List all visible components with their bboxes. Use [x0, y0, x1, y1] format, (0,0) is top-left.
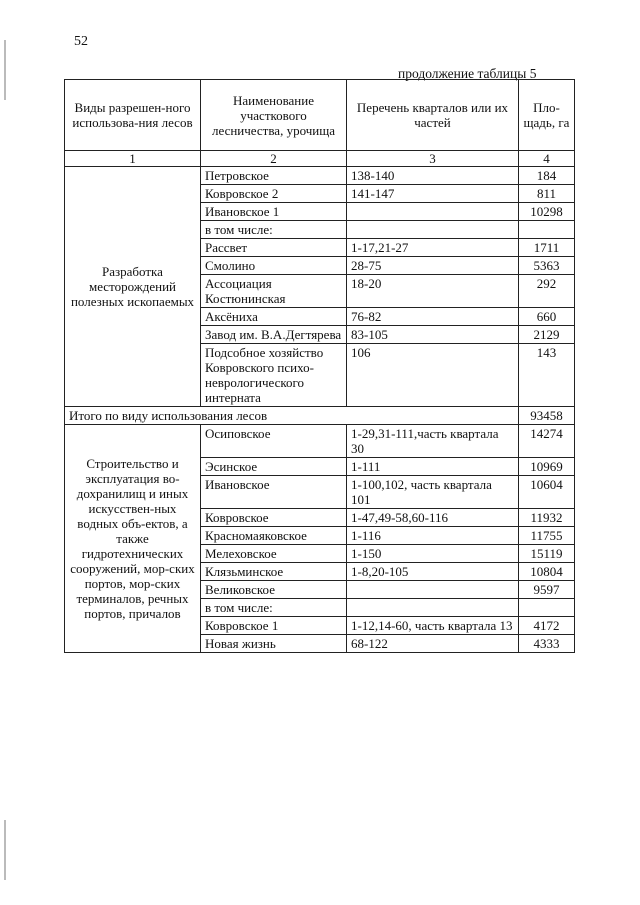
quarters-list: 83-105 [347, 326, 519, 344]
quarters-list [347, 203, 519, 221]
forestry-name: Ассоциация Костюнинская [201, 275, 347, 308]
quarters-list [347, 599, 519, 617]
forestry-name: Петровское [201, 167, 347, 185]
area-value: 1711 [519, 239, 575, 257]
forestry-name: Ковровское 1 [201, 617, 347, 635]
area-value: 9597 [519, 581, 575, 599]
quarters-list: 1-100,102, часть квартала 101 [347, 476, 519, 509]
forestry-name: Ивановское [201, 476, 347, 509]
header-row [65, 80, 575, 151]
forestry-name: Ковровское [201, 509, 347, 527]
forestry-name: в том числе: [201, 599, 347, 617]
total-label: Итого по виду использования лесов [65, 407, 519, 425]
quarters-list [347, 221, 519, 239]
forestry-name: Мелеховское [201, 545, 347, 563]
quarters-list: 1-17,21-27 [347, 239, 519, 257]
quarters-list: 138-140 [347, 167, 519, 185]
column-header: Виды разрешен-ного использова-ния лесов [65, 80, 201, 151]
column-number: 4 [519, 151, 575, 167]
column-header: Пло-щадь, га [519, 80, 575, 151]
area-value: 11932 [519, 509, 575, 527]
quarters-list: 76-82 [347, 308, 519, 326]
quarters-list: 141-147 [347, 185, 519, 203]
column-number: 1 [65, 151, 201, 167]
forestry-name: Ивановское 1 [201, 203, 347, 221]
quarters-list: 1-111 [347, 458, 519, 476]
area-value: 143 [519, 344, 575, 407]
forestry-name: Подсобное хозяйство Ковровского психо-неврологического интерната [201, 344, 347, 407]
forestry-name: Завод им. В.А.Дегтярева [201, 326, 347, 344]
quarters-list: 68-122 [347, 635, 519, 653]
forestry-name: в том числе: [201, 221, 347, 239]
quarters-list: 1-12,14-60, часть квартала 13 [347, 617, 519, 635]
area-value: 4172 [519, 617, 575, 635]
forestry-name: Рассвет [201, 239, 347, 257]
quarters-list: 1-116 [347, 527, 519, 545]
area-value [519, 221, 575, 239]
area-value: 14274 [519, 425, 575, 458]
quarters-list: 106 [347, 344, 519, 407]
forestry-name: Новая жизнь [201, 635, 347, 653]
area-value: 15119 [519, 545, 575, 563]
forestry-name: Аксёниха [201, 308, 347, 326]
quarters-list: 1-29,31-111,часть квартала 30 [347, 425, 519, 458]
quarters-list: 1-150 [347, 545, 519, 563]
area-value: 2129 [519, 326, 575, 344]
quarters-list: 1-8,20-105 [347, 563, 519, 581]
area-value: 10804 [519, 563, 575, 581]
forestry-name: Клязьминское [201, 563, 347, 581]
area-value: 10969 [519, 458, 575, 476]
forestry-name: Ковровское 2 [201, 185, 347, 203]
column-number-row [65, 151, 575, 167]
area-value: 660 [519, 308, 575, 326]
column-number: 3 [347, 151, 519, 167]
column-header: Наименование участкового лесничества, урочища [201, 80, 347, 151]
land-use-table [64, 79, 575, 653]
area-value: 184 [519, 167, 575, 185]
area-value: 292 [519, 275, 575, 308]
area-value: 10604 [519, 476, 575, 509]
table-row [65, 167, 575, 185]
area-value: 5363 [519, 257, 575, 275]
table-caption: продолжение таблицы 5 [398, 66, 537, 81]
quarters-list: 18-20 [347, 275, 519, 308]
area-value: 4333 [519, 635, 575, 653]
category-cell: Разработка месторождений полезных ископаемых [65, 167, 201, 407]
category-cell: Строительство и эксплуатация во-дохранилищ и иных искусствен-ных водных объ-ектов, а также гидротехнических сооружений, мор-ских портов, мор-ских терминалов, речных портов, причалов [65, 425, 201, 653]
quarters-list: 1-47,49-58,60-116 [347, 509, 519, 527]
area-value: 11755 [519, 527, 575, 545]
quarters-list: 28-75 [347, 257, 519, 275]
column-header: Перечень кварталов или их частей [347, 80, 519, 151]
page-number: 52 [74, 34, 88, 49]
total-row [65, 407, 575, 425]
quarters-list [347, 581, 519, 599]
forestry-name: Великовское [201, 581, 347, 599]
scan-edge-mark [4, 820, 6, 880]
total-area: 93458 [519, 407, 575, 425]
area-value: 811 [519, 185, 575, 203]
forestry-name: Осиповское [201, 425, 347, 458]
forestry-name: Эсинское [201, 458, 347, 476]
scan-edge-mark [4, 40, 6, 100]
area-value: 10298 [519, 203, 575, 221]
area-value [519, 599, 575, 617]
forestry-name: Красномаяковское [201, 527, 347, 545]
forestry-name: Смолино [201, 257, 347, 275]
table-row [65, 425, 575, 458]
column-number: 2 [201, 151, 347, 167]
